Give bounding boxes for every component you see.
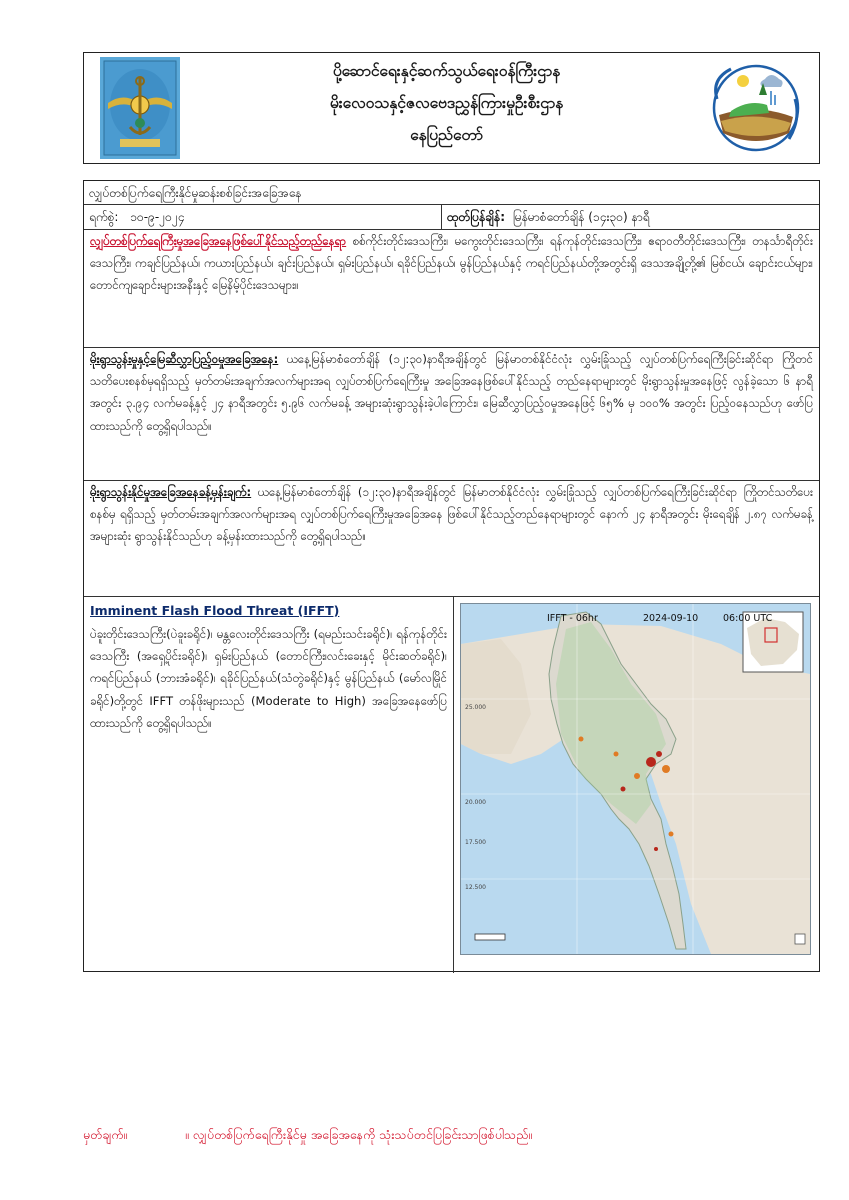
rainfall-text: ယနေ့မြန်မာစံတော်ချိန် (၁၂:၃၀)နာရီအချိန်တွင် မြန်မာတစ်နိုင်ငံလုံး လွှမ်းခြုံသည့် လျှပ်တစ်ပြက်ရေကြီးခြင်းဆိုင်ရာ ကြိုတင်သတိပေးစနစ်မှရရှိသည့် မှတ်တမ်းအချက်အလက်များအရ လျှပ်တစ်ပြက်ရေကြီးမှု အခြေအနေဖြစ်ပေါ်နိုင်သည့် တည်နေရာများတွင် မိုးရွာသွန်းမှုအနေဖြင့် လွန်ခဲ့သော ၆ နာရီအတွင်း ၃.၉၄ လက်မခန့်နှင့် ၂၄ နာရီအတွင်း ၅.၉၆ လက်မခန့် အများဆုံးရွာသွန်းခဲ့ပါကြောင်း၊ မြေဆီလွှာပြည့်ဝမှုအနေဖြင့် ၆၅% မှ ၁၀၀% အတွင်း ပြည့်ဝနေသည်ဟု ဖော်ပြထားသည်ကို တွေ့ရှိရပါသည်။ (90, 352, 813, 433)
assessment-table (83, 180, 820, 972)
rainfall-paragraph (84, 348, 819, 480)
map-caption: IFFT - 06hr (547, 613, 598, 624)
footer-text: ။ လျှပ်တစ်ပြက်ရေကြီးနိုင်မှု အခြေအနေကို သုံးသပ်တင်ပြခြင်းသာဖြစ်ပါသည်။ (185, 1127, 533, 1142)
ifft-text: ပဲခူးတိုင်းဒေသကြီး(ပဲခူးခရိုင်)၊ မန္တလေးတိုင်းဒေသကြီး (ရမည်းသင်းခရိုင်)၊ ရန်ကုန်တိုင်းဒေသကြီး (အရှေ့ပိုင်းခရိုင်)၊ ရှမ်းပြည်နယ် (တောင်ကြီး၊လင်းခေးနှင့် မိုင်းဆတ်ခရိုင်)၊ ကရင်ပြည်နယ် (ဘားအံခရိုင်)၊ ရခိုင်ပြည်နယ်(သံတွဲခရိုင်)နှင့် မွန်ပြည်နယ် (မော်လမြိုင်ခရိုင်)တို့တွင် IFFT တန်ဖိုးများသည် (Moderate to High) အခြေအနေဖော်ပြထားသည်ကို တွေ့ရှိရပါသည်။ (90, 627, 447, 730)
footer-label: မှတ်ချက်။ (83, 1127, 128, 1142)
forecast-heading: မိုးရွာသွန်းနိုင်မှုအခြေအနေခန့်မှန်းချက်: (90, 485, 252, 499)
ifft-map (460, 603, 811, 955)
issue-time-value: မြန်မာစံတော်ချိန် (၁၄း၃၀) နာရီ (512, 210, 650, 224)
rainfall-row (84, 348, 819, 481)
warning-text: စစ်ကိုင်းတိုင်းဒေသကြီး၊ မကွေးတိုင်းဒေသကြီး၊ ရန်ကုန်တိုင်းဒေသကြီး၊ ဧရာဝတီတိုင်းဒေသကြီး၊ တနင်္သာရီတိုင်းဒေသကြီး၊ ကချင်ပြည်နယ်၊ ကယားပြည်နယ်၊ ချင်းပြည်နယ်၊ ရှမ်းပြည်နယ်၊ ရခိုင်ပြည်နယ်၊ မွန်ပြည်နယ်နှင့် ကရင်ပြည်နယ်တို့အတွင်းရှိ ဒေသအချို့တို့၏ မြစ်ငယ်၊ ချောင်းငယ်များ၊ တောင်ကျချောင်းများအနီးနှင့် မြေနိမ့်ပိုင်းဒေသများ။ (90, 234, 813, 293)
report-title: လျှပ်တစ်ပြက်ရေကြီးနိုင်မှုဆန်းစစ်ခြင်းအခြေအနေ (89, 186, 302, 200)
warning-paragraph (84, 230, 819, 347)
hydrology-logo (709, 59, 803, 157)
ifft-map-graphic (461, 604, 810, 954)
lat-label: 12.500 (465, 884, 486, 891)
lat-label: 25.000 (465, 704, 486, 711)
date-label: ရက်စွဲ: (89, 210, 119, 224)
issue-time-label: ထုတ်ပြန်ချိန်: (447, 210, 506, 224)
rainfall-heading: မိုးရွာသွန်းမှုနှင့်မြေဆီလွှာပြည့်ဝမှုအခြေအနေ: (90, 352, 279, 366)
ifft-text-cell (84, 597, 454, 973)
ifft-map-cell (454, 597, 819, 973)
date-cell (84, 205, 442, 229)
map-date: 2024-09-10 (643, 613, 699, 624)
ministry-logo (100, 57, 180, 159)
forecast-row (84, 481, 819, 597)
header-city: နေပြည်တော် (410, 126, 483, 144)
date-value: ၁၀-၉-၂၀၂၄ (130, 210, 185, 224)
lat-label: 17.500 (465, 839, 486, 846)
ifft-title: Imminent Flash Flood Threat (IFFT) (90, 603, 340, 618)
header-box (83, 52, 820, 164)
warning-heading: လျှပ်တစ်ပြက်ရေကြီးမှုအခြေအနေဖြစ်ပေါ်နိုင်သည့်တည်နေရာ (90, 234, 347, 248)
header-department: မိုးလေဝသနှင့်ဇလဗေဒညွှန်ကြားမှုဦးစီးဌာန (329, 94, 564, 112)
lat-label: 20.000 (465, 799, 486, 806)
forecast-paragraph (84, 481, 819, 596)
map-time: 06:00 UTC (723, 613, 773, 624)
footer-note (83, 1127, 820, 1149)
warning-row (84, 230, 819, 348)
date-row (84, 205, 819, 230)
header-ministry: ပို့ဆောင်ရေးနှင့်ဆက်သွယ်ရေးဝန်ကြီးဌာန (332, 62, 561, 80)
forecast-text: ယနေ့မြန်မာစံတော်ချိန် (၁၂:၃၀)နာရီအချိန်တွင် မြန်မာတစ်နိုင်ငံလုံး လွှမ်းခြုံသည့် လျှပ်တစ်ပြက်ရေကြီးခြင်းဆိုင်ရာ ကြိုတင်သတိပေးစနစ်မှ ရရှိသည့် မှတ်တမ်းအချက်အလက်များအရ လျှပ်တစ်ပြက်ရေကြီးမှုအခြေအနေ ဖြစ်ပေါ်နိုင်သည့်တည်နေရာများတွင် နောက် ၂၄ နာရီအတွင်း မိုးရေချိန် ၂.၈၇ လက်မခန့် အများဆုံး ရွာသွန်းနိုင်သည်ဟု ခန့်မှန်းထားသည်ကို တွေ့ရှိရပါသည်။ (90, 485, 813, 544)
report-title-row (84, 181, 819, 205)
issue-time-cell (442, 205, 819, 229)
ifft-row (84, 597, 819, 973)
